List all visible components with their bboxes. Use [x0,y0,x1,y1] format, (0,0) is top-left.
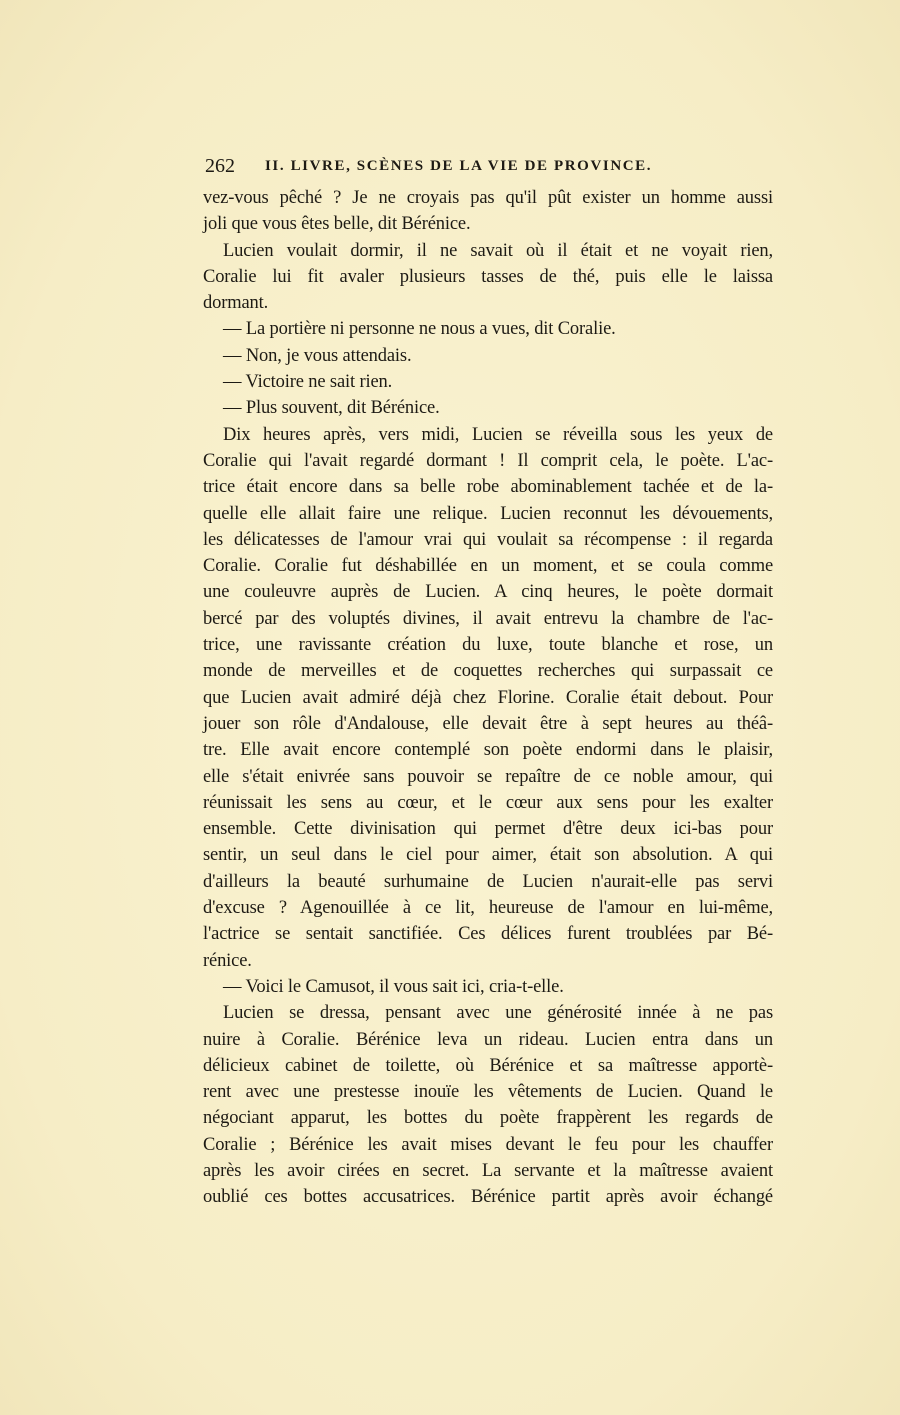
page-header [203,155,773,181]
text-line: les délicatesses de l'amour vrai qui voulait sa récompense : il regarda [203,529,773,550]
text-line: jouer son rôle d'Andalouse, elle devait être à sept heures au théâ- [203,713,773,734]
text-line: d'ailleurs la beauté surhumaine de Lucien n'aurait-elle pas servi [203,871,773,892]
text-line: — La portière ni personne ne nous a vues, dit Coralie. [223,319,616,340]
page-body-text [203,185,773,1211]
text-line: d'excuse ? Agenouillée à ce lit, heureuse de l'amour en lui-même, [203,898,773,919]
text-line: — Voici le Camusot, il vous sait ici, cria-t-elle. [223,976,564,997]
text-line: monde de merveilles et de coquettes recherches qui surpassait ce [203,661,773,682]
text-line: délicieux cabinet de toilette, où Bérénice et sa maîtresse apportè- [203,1055,773,1076]
text-line: quelle elle allait faire une relique. Lucien reconnut les dévouements, [203,503,773,524]
text-line: Lucien voulait dormir, il ne savait où il était et ne voyait rien, [223,240,773,261]
text-line: elle s'était enivrée sans pouvoir se repaître de ce noble amour, qui [203,766,773,787]
text-line: Lucien se dressa, pensant avec une générosité innée à ne pas [223,1003,773,1024]
text-line: bercé par des voluptés divines, il avait entrevu la chambre de l'ac- [203,608,773,629]
page-number: 262 [205,155,235,177]
text-line: — Victoire ne sait rien. [223,372,393,393]
text-line: que Lucien avait admiré déjà chez Florine. Coralie était debout. Pour [203,687,773,708]
text-line: Coralie. Coralie fut déshabillée en un moment, et se coula comme [203,556,773,577]
text-line: trice, une ravissante création du luxe, toute blanche et rose, un [203,635,773,656]
running-title: II. LIVRE, SCÈNES DE LA VIE DE PROVINCE. [265,158,653,174]
text-line: Dix heures après, vers midi, Lucien se réveilla sous les yeux de [223,424,773,445]
text-line: — Non, je vous attendais. [223,345,412,366]
text-line: négociant apparut, les bottes du poète frappèrent les regards de [203,1108,773,1129]
text-line: l'actrice se sentait sanctifiée. Ces délices furent troublées par Bé- [203,924,773,945]
text-line: trice était encore dans sa belle robe abominablement tachée et de la- [203,477,773,498]
text-line: sentir, un seul dans le ciel pour aimer, était son absolution. A qui [203,845,773,866]
text-line: rénice. [203,950,252,971]
text-line: une couleuvre auprès de Lucien. A cinq heures, le poète dormait [203,582,773,603]
text-line: joli que vous êtes belle, dit Bérénice. [203,214,471,235]
text-line: après les avoir cirées en secret. La servante et la maîtresse avaient [203,1160,773,1181]
text-line: nuire à Coralie. Bérénice leva un rideau. Lucien entra dans un [203,1029,773,1050]
text-line: tre. Elle avait encore contemplé son poète endormi dans le plaisir, [203,740,773,761]
text-line: oublié ces bottes accusatrices. Bérénice partit après avoir échangé [203,1187,773,1208]
text-line: rent avec une prestesse inouïe les vêtements de Lucien. Quand le [203,1082,773,1103]
text-line: Coralie qui l'avait regardé dormant ! Il comprit cela, le poète. L'ac- [203,450,773,471]
text-line: vez-vous pêché ? Je ne croyais pas qu'il pût exister un homme aussi [203,188,773,208]
text-line: réunissait les sens au cœur, et le cœur aux sens pour les exalter [203,792,773,813]
text-line: Coralie lui fit avaler plusieurs tasses de thé, puis elle le laissa [203,266,773,287]
text-line: Coralie ; Bérénice les avait mises devant le feu pour les chauffer [203,1134,773,1155]
text-line: — Plus souvent, dit Bérénice. [223,398,440,419]
text-line: ensemble. Cette divinisation qui permet d'être deux ici-bas pour [203,819,773,840]
text-line: dormant. [203,293,269,314]
